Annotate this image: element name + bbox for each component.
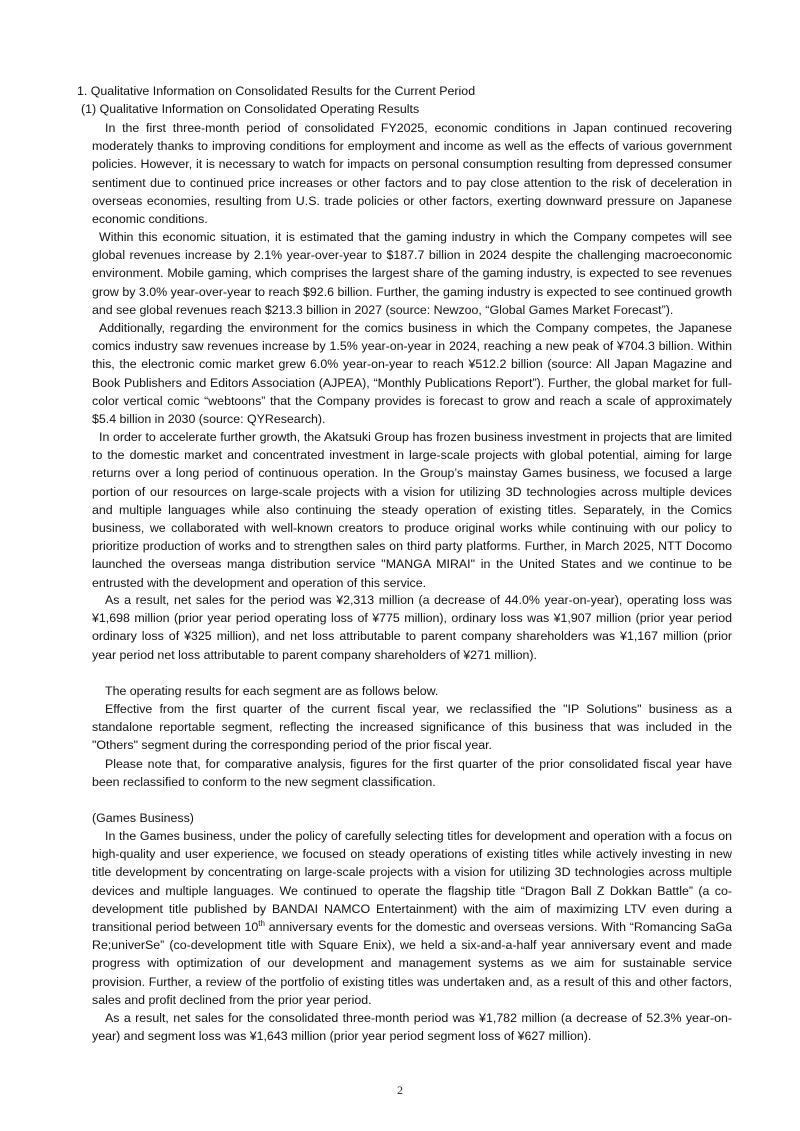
- paragraph-games-business: [92, 827, 732, 1009]
- paragraph-text: Effective from the first quarter of the current fiscal year, we reclassified the "IP Solutions" business as a standalone reportable segment, reflecting the increased significance of this business that was included in the "Others" segment during the corresponding period of the prior fiscal year.: [92, 702, 732, 753]
- paragraph-segment-intro: [92, 682, 732, 700]
- paragraph-text: Within this economic situation, it is estimated that the gaming industry in which the Company competes will see global revenues increase by 2.1% year-over-year to $187.7 billion in 2024 despite the challenging macroeconomic environment. Mobile gaming, which comprises the largest share of the gaming industry, is expected to see revenues grow by 3.0% year-over-year to reach $92.6 billion. Further, the gaming industry is expected to see continued growth and see global revenues reach $213.3 billion in 2027 (source: Newzoo, “Global Games Market Forecast”).: [92, 230, 732, 317]
- paragraph-comics-industry: [92, 319, 732, 428]
- page-number: 2: [397, 1083, 403, 1097]
- games-business-heading: (Games Business): [92, 811, 194, 825]
- paragraph-text: In order to accelerate further growth, the Akatsuki Group has frozen business investment in projects that are limited to the domestic market and concentrated investment in large-scale projects with global potential, aiming for large returns over a long period of continuous operation. In the Group’s mainstay Games business, we focused a large portion of our resources on large-scale projects with a vision for utilizing 3D technologies across multiple devices and multiple languages while also continuing the steady operation of existing titles. Separately, in the Comics business, we collaborated with well-known creators to produce original works while continuing with our policy to prioritize production of works and to strengthen sales on third party platforms. Further, in March 2025, NTT Docomo launched the overseas manga distribution service "MANGA MIRAI" in the United States and we continue to be entrusted with the development and operation of this service.: [92, 430, 732, 590]
- section-heading: 1. Qualitative Information on Consolidated Results for the Current Period: [77, 84, 476, 98]
- paragraph-text: Additionally, regarding the environment for the comics business in which the Company competes, the Japanese comics industry saw revenues increase by 1.5% year-on-year in 2024, reaching a new peak of ¥704.3 billion. Within this, the electronic comic market grew 6.0% year-on-year to reach ¥512.2 billion (source: All Japan Magazine and Book Publishers and Editors Association (AJPEA), “Monthly Publications Report”). Further, the global market for full-color vertical comic “webtoons” that the Company provides is forecast to grow and reach a scale of approximately $5.4 billion in 2030 (source: QYResearch).: [92, 321, 732, 427]
- paragraph-comparative-note: [92, 755, 732, 791]
- paragraph-text: As a result, net sales for the consolidated three-month period was ¥1,782 million (a decrease of 52.3% year-on-year) and segment loss was ¥1,643 million (prior year period segment loss of ¥627 million).: [92, 1011, 732, 1044]
- paragraph-growth-strategy: [92, 428, 732, 592]
- paragraph-games-results: [92, 1009, 732, 1045]
- paragraph-gaming-industry: [92, 228, 732, 319]
- subsection-heading: (1) Qualitative Information on Consolidated Operating Results: [81, 102, 420, 116]
- paragraph-consolidated-results: [92, 591, 732, 664]
- paragraph-text: In the Games business, under the policy of carefully selecting titles for development and operation with a focus on high-quality and user experience, we focused on steady operations of existing titles while actively investing in new title development by concentrating on large-scale projects with a vision for utilizing 3D technologies across multiple devices and multiple languages. We continued to operate the flagship title “Dragon Ball Z Dokkan Battle” (a co-development title published by BANDAI NAMCO Entertainment) with the aim of maximizing LTV even during a transitional period between 10: [92, 829, 732, 935]
- paragraph-economic-conditions: [92, 119, 732, 228]
- paragraph-segment-reclassification: [92, 700, 732, 755]
- paragraph-text: Please note that, for comparative analysis, figures for the first quarter of the prior consolidated fiscal year have been reclassified to conform to the new segment classification.: [92, 757, 732, 790]
- paragraph-text: The operating results for each segment are as follows below.: [105, 684, 439, 698]
- paragraph-text: anniversary events for the domestic and overseas versions. With “Romancing SaGa Re;univerSe” (co-development title with Square Enix), we held a six-and-a-half year anniversary event and made progress with optimization of our development and management systems as we aim for sustainable service provision. Further, a review of the portfolio of existing titles was undertaken and, as a result of this and other factors, sales and profit declined from the prior year period.: [92, 920, 732, 1007]
- paragraph-text: In the first three-month period of consolidated FY2025, economic conditions in Japan continued recovering moderately thanks to improving conditions for employment and income as well as the effects of various government policies. However, it is necessary to watch for impacts on personal consumption resulting from depressed consumer sentiment due to continued price increases or other factors and to pay close attention to the risk of deceleration in overseas economies, resulting from U.S. trade policies or other factors, exerting downward pressure on Japanese economic conditions.: [92, 121, 732, 227]
- paragraph-text: As a result, net sales for the period was ¥2,313 million (a decrease of 44.0% year-on-year), operating loss was ¥1,698 million (prior year period operating loss of ¥775 million), ordinary loss was ¥1,907 million (prior year period ordinary loss of ¥325 million), and net loss attributable to parent company shareholders was ¥1,167 million (prior year period net loss attributable to parent company shareholders of ¥271 million).: [92, 593, 732, 662]
- ordinal-superscript: th: [258, 918, 265, 928]
